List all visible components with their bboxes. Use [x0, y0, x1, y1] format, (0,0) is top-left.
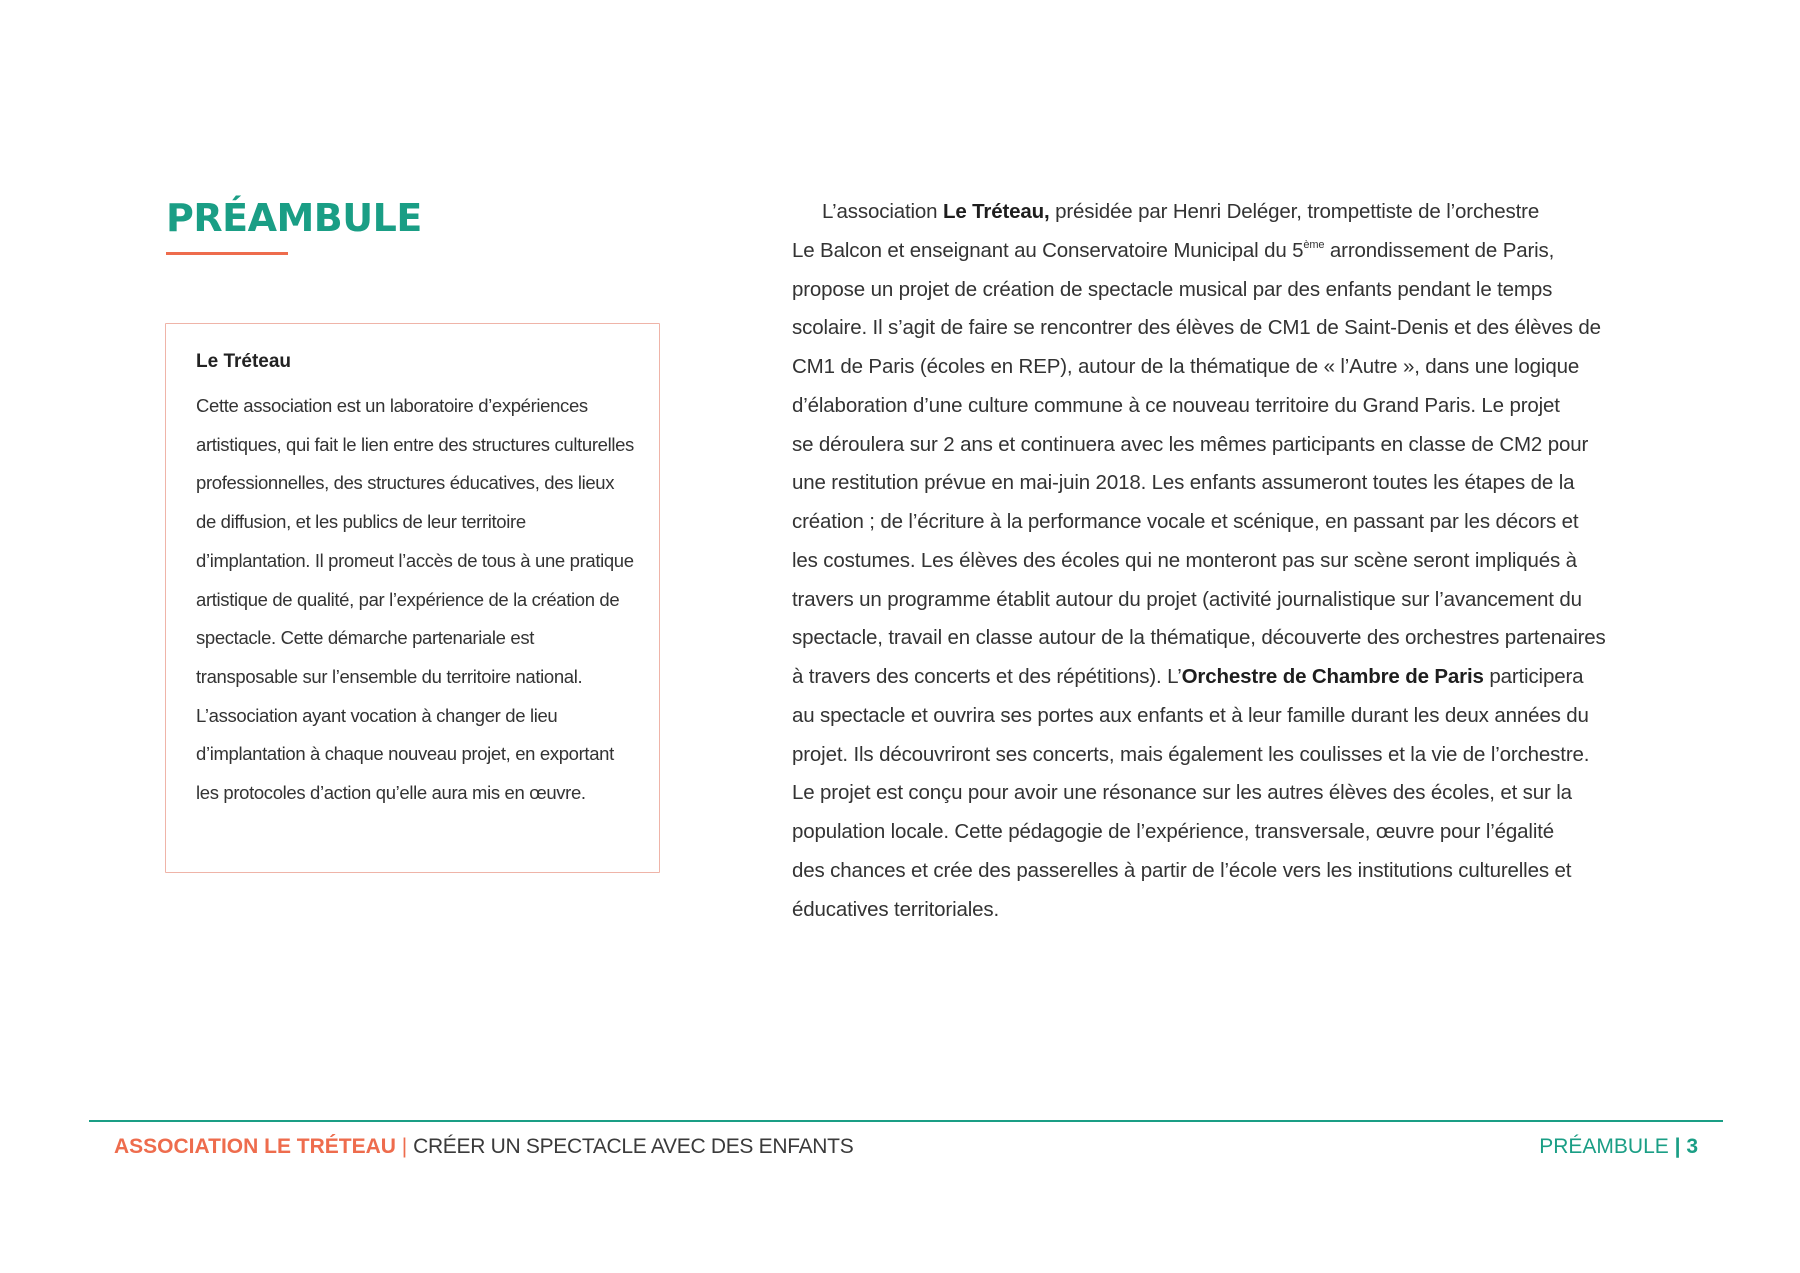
main-line-7: se déroulera sur 2 ans et continuera avec les mêmes participants en classe de CM2 pour [792, 432, 1589, 456]
main-line-11: travers un programme établit autour du projet (activité journalistique sur l’avancement du [792, 587, 1582, 611]
sidebar-box-body: Cette association est un laboratoire d’expériences artistiques, qui fait le lien entre des structures culturelles professionnelles, des structures éducatives, des lieux de diffusion, et les publics de leur territoire d’implantation. Il promeut l’accès de tous à une pratique artistique de qualité, par l’expérience de la création de spectacle. Cette démarche partenariale est transposable sur l’ensemble du territoire national. L’association ayant vocation à changer de lieu d’implantation à chaque nouveau projet, en exportant les protocoles d’action qu’elle aura mis en œuvre. [196, 395, 634, 804]
footer-section: PRÉAMBULE [1539, 1135, 1669, 1158]
main-paragraph [792, 193, 1672, 929]
main-line-18: des chances et crée des passerelles à partir de l’école vers les institutions culturelles et [792, 858, 1572, 882]
footer-divider [89, 1120, 1723, 1122]
footer-brand: ASSOCIATION LE TRÉTEAU [114, 1135, 396, 1158]
main-line-9: création ; de l’écriture à la performance vocale et scénique, en passant par les décors et [792, 510, 1579, 533]
bold-le-treteau: Le Tréteau, [942, 200, 1050, 223]
page-number: 3 [1686, 1135, 1698, 1158]
main-line-4: scolaire. Il s’agit de faire se rencontrer des élèves de CM1 de Saint-Denis et des élèves de [792, 316, 1601, 340]
main-line-2: Le Balcon et enseignant au Conservatoire Municipal du 5ème arrondissement de Paris, [792, 238, 1555, 262]
main-line-19: éducatives territoriales. [792, 897, 1000, 921]
main-line-12: spectacle, travail en classe autour de la thématique, découverte des orchestres partenaires [792, 626, 1606, 650]
main-line-17: population locale. Cette pédagogie de l’expérience, transversale, œuvre pour l’égalité [792, 820, 1555, 843]
main-line-15: projet. Ils découvriront ses concerts, mais également les coulisses et la vie de l’orchestre. [792, 742, 1590, 766]
main-line-8: une restitution prévue en mai-juin 2018. Les enfants assumeront toutes les étapes de la [792, 471, 1575, 495]
superscript-eme: ème [1303, 238, 1325, 251]
main-line-10: les costumes. Les élèves des écoles qui ne monteront pas sur scène seront impliqués à [792, 548, 1577, 572]
main-line-5: CM1 de Paris (écoles en REP), autour de la thématique de « l’Autre », dans une logique [792, 355, 1580, 378]
main-line-14: au spectacle et ouvrira ses portes aux enfants et à leur famille durant les deux années du [792, 703, 1589, 727]
page-title: PRÉAMBULE [166, 196, 422, 240]
bold-orchestre: Orchestre de Chambre de Paris [1181, 665, 1484, 688]
footer-left [114, 1133, 853, 1161]
main-line-6: d’élaboration d’une culture commune à ce nouveau territoire du Grand Paris. Le projet [792, 393, 1560, 417]
footer-right [1539, 1133, 1698, 1161]
main-line-1: L’association Le Tréteau, présidée par Henri Deléger, trompettiste de l’orchestre [822, 200, 1540, 223]
main-line-16: Le projet est conçu pour avoir une résonance sur les autres élèves des écoles, et sur la [792, 781, 1572, 805]
footer-separator: | [395, 1135, 414, 1158]
footer-subtitle: CRÉER UN SPECTACLE AVEC DES ENFANTS [413, 1135, 854, 1158]
main-line-13: à travers des concerts et des répétitions). L’Orchestre de Chambre de Paris participera [792, 665, 1584, 688]
sidebar-box-title: Le Tréteau [196, 351, 292, 372]
main-line-3: propose un projet de création de spectacle musical par des enfants pendant le temps [792, 277, 1553, 301]
title-underline [166, 252, 288, 255]
footer-page-separator: | [1668, 1135, 1687, 1158]
